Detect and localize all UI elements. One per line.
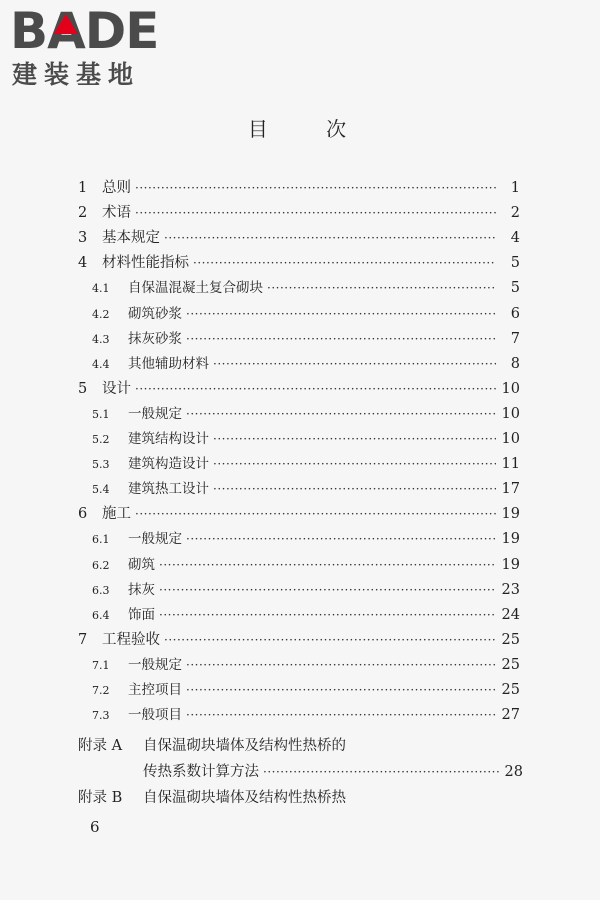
toc-entry-page: 7 [510,330,520,347]
toc-entry-page: 27 [501,707,520,724]
dot-leader [193,256,496,270]
toc-entry-label: 饰面 [128,606,155,623]
dot-leader [186,532,496,546]
toc-entry-number: 7.1 [92,658,110,672]
appendix-a-title-line2: 传热系数计算方法 [143,764,259,780]
dot-leader [135,206,496,220]
logo-accent-triangle [54,14,78,34]
toc-entry-page: 4 [510,230,520,247]
toc-entry-number: 5 [78,380,88,397]
dot-leader [186,307,496,321]
dot-leader [135,507,496,521]
toc-entry-label: 抹灰砂浆 [128,330,182,347]
dot-leader [186,658,496,672]
dot-leader [267,281,496,295]
toc-entry[interactable] [92,327,520,347]
toc-entry-label: 一般规定 [128,531,182,548]
toc-entry-label: 一般规定 [128,405,182,422]
dot-leader [186,407,496,421]
dot-leader [186,683,496,697]
toc-entry-number: 6.4 [92,608,110,622]
toc-entry-number: 4.1 [92,282,110,296]
toc-entry-label: 一般项目 [128,707,182,724]
toc-entry-number: 7.2 [92,684,110,697]
logo-subtitle: 建装基地 [12,60,141,89]
toc-entry-number: 6.3 [92,583,110,597]
toc-entry-number: 6.1 [92,533,110,547]
toc-entry-number: 2 [78,205,88,222]
toc-entry-page: 25 [501,656,520,673]
toc-entry-number: 5.2 [92,433,110,446]
toc-entry[interactable] [92,276,520,296]
toc-entry-page: 19 [501,531,520,548]
dot-leader [135,181,496,195]
toc-entry-number: 6.2 [92,558,110,572]
appendix-a-title-line1: 自保温砌块墙体及结构性热桥的 [143,738,346,754]
toc-entry-page: 8 [510,355,520,372]
dot-leader [159,558,496,572]
toc-entry-number: 4.3 [92,332,110,346]
page-title: 目 次 [247,117,373,141]
toc-entry[interactable] [92,452,520,472]
dot-leader [186,708,496,722]
toc-entry-number: 1 [78,180,88,196]
toc-entry[interactable] [78,251,520,272]
dot-leader [164,231,496,245]
dot-leader [135,382,496,396]
toc-entry[interactable] [92,477,520,497]
logo-wordmark: BADE [10,6,159,56]
dot-leader [213,432,496,446]
toc-entry[interactable] [92,402,520,422]
toc-entry[interactable] [78,628,520,649]
toc-entry-label: 施工 [102,506,131,523]
toc-entry-label: 总则 [102,180,131,196]
toc-entry-label: 基本规定 [102,230,160,247]
toc-entry-number: 7 [78,631,88,648]
toc-entry-label: 主控项目 [128,682,182,698]
dot-leader [159,608,496,622]
toc-entry-label: 砌筑 [128,556,155,573]
toc-entry-page: 10 [501,380,520,397]
toc-entry-number: 7.3 [92,709,110,723]
toc-entry-label: 抹灰 [128,581,155,598]
toc-entry-page: 24 [501,606,520,623]
toc-entry[interactable] [92,603,520,623]
toc-entry-label: 工程验收 [102,631,160,648]
toc-entry-page: 10 [501,431,520,447]
toc-entry[interactable] [78,502,520,523]
toc-entry-page: 11 [501,456,520,473]
toc-entry-label: 建筑热工设计 [128,481,209,498]
toc-entry-label: 砌筑砂浆 [128,305,182,322]
toc-entry-page: 1 [510,180,520,196]
toc-entry[interactable] [92,678,520,698]
toc-entry-page: 17 [501,481,520,498]
toc-entry[interactable] [92,553,520,573]
toc-entry-page: 19 [501,506,520,523]
toc-entry[interactable] [78,176,520,197]
appendix-a-page: 28 [504,764,523,780]
toc-entry[interactable] [92,653,520,673]
toc-entry[interactable] [92,527,520,547]
dot-leader [186,332,496,346]
toc-entry-label: 设计 [102,380,131,397]
toc-entry[interactable] [78,226,520,247]
toc-entry-appendix-a[interactable] [143,760,523,781]
toc-entry-number: 6 [78,506,88,523]
toc-entry-label: 自保温混凝土复合砌块 [128,280,263,297]
toc-entry-label: 术语 [102,205,131,222]
dot-leader [213,457,496,471]
appendix-a-number: 附录 A [78,738,123,754]
dot-leader [164,633,496,647]
dot-leader [213,482,496,496]
toc-entry-page: 10 [501,405,520,422]
toc-entry-number: 5.3 [92,458,110,472]
toc-entry-number: 3 [78,230,88,247]
toc-entry[interactable] [92,302,520,322]
toc-entry-label: 其他辅助材料 [128,355,209,372]
toc-entry-page: 25 [501,682,520,698]
dot-leader [213,357,496,371]
toc-entry-page: 25 [501,631,520,648]
toc-entry[interactable] [92,352,520,372]
toc-entry[interactable] [92,427,520,447]
toc-entry-number: 4.2 [92,307,110,321]
toc-entry[interactable] [78,377,520,398]
toc-entry-number: 5.4 [92,483,110,497]
toc-entry-label: 建筑结构设计 [128,431,209,447]
toc-entry[interactable] [78,201,520,222]
toc-entry-number: 4.4 [92,357,110,371]
toc-entry[interactable] [92,578,520,598]
toc-entry-page: 5 [510,280,520,297]
toc-entry-page: 6 [510,305,520,322]
toc-entry-label: 材料性能指标 [102,255,189,272]
toc-entry-page: 5 [510,255,520,272]
dot-leader [263,765,499,779]
toc-entry-number: 5.1 [92,407,110,421]
appendix-b-title-line1: 自保温砌块墙体及结构性热桥热 [143,790,346,806]
dot-leader [159,583,496,597]
toc-entry-page: 23 [501,581,520,598]
appendix-b-number: 附录 B [78,790,123,806]
toc-entry-page: 19 [501,556,520,573]
toc-entry-page: 2 [510,205,520,222]
toc-entry[interactable] [92,703,520,723]
toc-entry-label: 一般规定 [128,656,182,673]
page-number: 6 [90,818,100,836]
toc-entry-label: 建筑构造设计 [128,456,209,473]
toc-entry-number: 4 [78,255,88,272]
